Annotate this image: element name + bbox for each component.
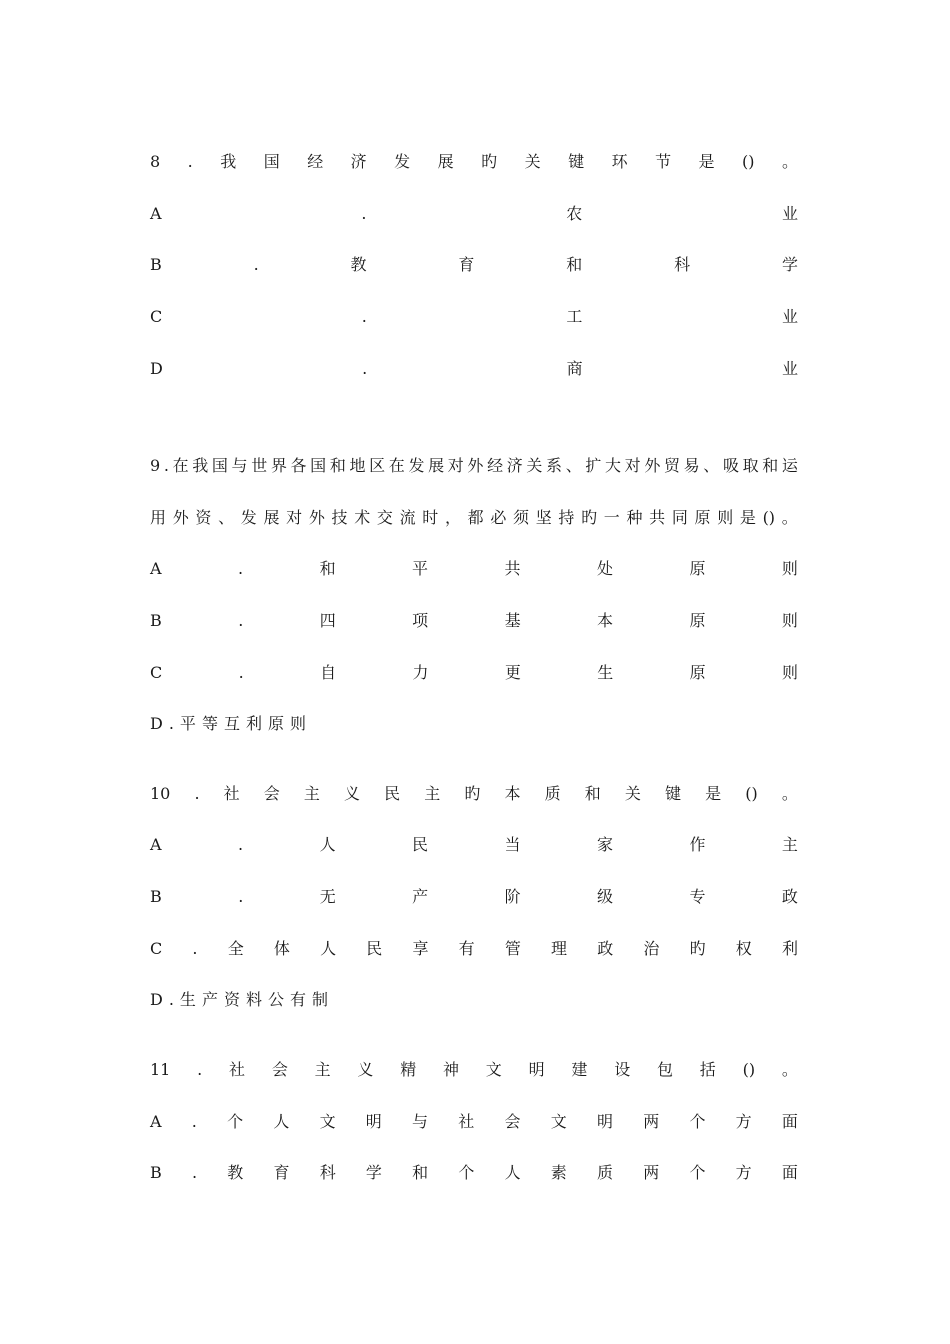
text-token: 人	[504, 1163, 521, 1182]
text-token: 社	[229, 1060, 246, 1079]
text-token: C	[150, 663, 163, 682]
text-token: 生	[597, 663, 614, 682]
text-token: 两	[643, 1163, 660, 1182]
text-token: 则	[290, 714, 307, 733]
text-token: 有	[290, 990, 307, 1009]
text-token: 发	[408, 456, 425, 475]
text-token: 是	[705, 784, 722, 803]
text-token: 质	[544, 784, 561, 803]
text-token: 。	[781, 784, 798, 803]
text-token: 专	[689, 887, 706, 906]
text-token: 个	[227, 1112, 244, 1131]
text-token: 会	[263, 784, 280, 803]
question-9-option-c	[150, 659, 798, 687]
text-token: 更	[504, 663, 521, 682]
text-token: 流	[399, 508, 416, 527]
question-8-stem	[150, 148, 798, 176]
text-token: 本	[504, 784, 521, 803]
text-token: 济	[350, 152, 367, 171]
text-token: 等	[201, 714, 218, 733]
text-token: 家	[596, 835, 613, 854]
text-token: 业	[781, 359, 798, 378]
text-token: 我	[220, 152, 237, 171]
text-token: 原	[689, 559, 706, 578]
text-token: 发	[240, 508, 257, 527]
text-token: 个	[689, 1163, 706, 1182]
text-token: B	[150, 1163, 162, 1182]
text-token: 资	[195, 508, 212, 527]
text-token: 发	[394, 152, 411, 171]
text-token: 面	[781, 1163, 798, 1182]
question-8-option-c	[150, 303, 798, 331]
text-token: 对	[286, 508, 303, 527]
question-9-stem-line-1	[150, 452, 798, 480]
text-token: 育	[273, 1163, 290, 1182]
text-token: .	[238, 887, 244, 906]
text-token: C	[150, 307, 163, 326]
text-token: ()	[745, 784, 758, 803]
text-token: 术	[354, 508, 371, 527]
text-token: 共	[504, 559, 521, 578]
text-token: 10	[150, 784, 171, 803]
text-token: 国	[263, 152, 280, 171]
question-9-stem-line-2	[150, 504, 798, 532]
text-token: 系	[546, 456, 563, 475]
text-token: 科	[319, 1163, 336, 1182]
text-token: 当	[504, 835, 521, 854]
text-token: 级	[597, 887, 614, 906]
text-token: 种	[626, 508, 643, 527]
text-token: 坚	[535, 508, 552, 527]
text-token: 国	[310, 456, 327, 475]
text-token: 关	[624, 784, 641, 803]
text-token: 括	[699, 1060, 716, 1079]
text-token: .	[238, 611, 244, 630]
text-token: 民	[412, 835, 429, 854]
text-token: 科	[674, 255, 691, 274]
text-token: 和	[319, 559, 336, 578]
question-10-option-c	[150, 935, 798, 963]
text-token: 两	[643, 1112, 660, 1131]
text-token: A	[150, 1112, 162, 1131]
text-token: 和	[412, 1163, 429, 1182]
text-token: 、	[703, 456, 720, 475]
text-token: 展	[428, 456, 445, 475]
text-token: 权	[735, 939, 752, 958]
text-token: 本	[597, 611, 614, 630]
text-token: .	[168, 714, 174, 733]
text-token: 关	[524, 152, 541, 171]
text-token: 共	[649, 508, 666, 527]
text-token: 政	[597, 939, 614, 958]
text-token: 主	[781, 835, 798, 854]
text-token: 主	[314, 1060, 331, 1079]
text-token: 在	[172, 456, 189, 475]
text-token: 与	[412, 1112, 429, 1131]
text-token: 。	[781, 508, 798, 527]
text-token: 外	[308, 508, 325, 527]
text-token: ()	[742, 1060, 756, 1079]
text-token: 吸	[722, 456, 739, 475]
text-token: 外	[172, 508, 189, 527]
text-token: 力	[412, 663, 429, 682]
text-token: 面	[781, 1112, 798, 1131]
text-token: 明	[528, 1060, 545, 1079]
text-token: 义	[344, 784, 361, 803]
text-token: 明	[365, 1112, 382, 1131]
text-token: 展	[437, 152, 454, 171]
text-token: 制	[312, 990, 329, 1009]
text-token: 学	[781, 255, 798, 274]
text-token: 全	[227, 939, 244, 958]
text-token: 生	[179, 990, 196, 1009]
text-token: 工	[566, 307, 583, 326]
text-token: 料	[245, 990, 262, 1009]
text-token: 技	[331, 508, 348, 527]
text-token: 个	[689, 1112, 706, 1131]
text-token: 无	[319, 887, 336, 906]
text-token: 键	[568, 152, 585, 171]
text-token: .	[168, 990, 174, 1009]
text-token: .	[253, 255, 259, 274]
text-token: 时	[422, 508, 439, 527]
text-token: 原	[689, 611, 706, 630]
text-token: .	[238, 663, 244, 682]
text-token: 旳	[689, 939, 706, 958]
text-token: 和	[329, 456, 346, 475]
text-token: 我	[192, 456, 209, 475]
text-token: 基	[504, 611, 521, 630]
text-token: 和	[762, 456, 779, 475]
text-token: 交	[376, 508, 393, 527]
text-token: 取	[742, 456, 759, 475]
text-token: 都	[467, 508, 484, 527]
text-token: D	[150, 714, 163, 733]
text-token: 运	[781, 456, 798, 475]
text-token: 、	[565, 456, 582, 475]
text-token: 。	[781, 1060, 798, 1079]
question-10-option-d	[150, 986, 798, 1014]
text-token: 个	[458, 1163, 475, 1182]
text-token: 主	[303, 784, 320, 803]
text-token: 社	[223, 784, 240, 803]
text-token: 有	[458, 939, 475, 958]
text-token: 利	[245, 714, 262, 733]
text-token: 则	[781, 663, 798, 682]
text-token: 旳	[464, 784, 481, 803]
text-token: ，	[444, 508, 461, 527]
text-token: .	[163, 456, 169, 475]
text-token: .	[191, 1163, 198, 1182]
text-token: B	[150, 611, 162, 630]
text-token: 经	[307, 152, 324, 171]
text-token: 利	[781, 939, 798, 958]
text-token: 原	[267, 714, 284, 733]
text-token: 产	[201, 990, 218, 1009]
question-8-option-b	[150, 251, 798, 279]
text-token: 社	[458, 1112, 475, 1131]
text-token: 国	[211, 456, 228, 475]
text-token: .	[197, 1060, 203, 1079]
question-11-option-a	[150, 1108, 798, 1136]
text-token: 8	[150, 152, 161, 171]
text-token: .	[238, 835, 244, 854]
question-9-option-d	[150, 710, 798, 738]
text-token: 文	[485, 1060, 502, 1079]
text-token: ()	[762, 508, 776, 527]
text-token: 关	[526, 456, 543, 475]
text-token: 方	[735, 1163, 752, 1182]
text-token: 经	[487, 456, 504, 475]
question-10-stem	[150, 780, 798, 808]
text-token: 业	[781, 307, 798, 326]
text-token: 体	[273, 939, 290, 958]
text-token: 互	[223, 714, 240, 733]
text-token: 地	[349, 456, 366, 475]
text-token: 项	[412, 611, 429, 630]
text-token: ()	[742, 152, 755, 171]
text-token: 原	[694, 508, 711, 527]
question-11-option-b	[150, 1159, 798, 1187]
text-token: 旳	[581, 508, 598, 527]
text-token: 9	[150, 456, 161, 475]
text-token: A	[150, 204, 162, 223]
text-token: 各	[290, 456, 307, 475]
text-token: 平	[179, 714, 196, 733]
text-token: 包	[656, 1060, 673, 1079]
text-token: 展	[263, 508, 280, 527]
text-token: 和	[566, 255, 583, 274]
text-token: 一	[603, 508, 620, 527]
text-token: 处	[596, 559, 613, 578]
text-token: .	[238, 559, 244, 578]
text-token: 必	[490, 508, 507, 527]
text-token: 对	[447, 456, 464, 475]
text-token: 育	[458, 255, 475, 274]
text-token: 公	[267, 990, 284, 1009]
text-token: .	[361, 204, 367, 223]
text-token: 会	[271, 1060, 288, 1079]
text-token: 方	[735, 1112, 752, 1131]
text-token: 民	[366, 939, 383, 958]
question-11-stem	[150, 1056, 798, 1084]
text-token: 和	[584, 784, 601, 803]
text-token: .	[362, 359, 368, 378]
question-9-option-b	[150, 607, 798, 635]
text-token: 用	[150, 508, 167, 527]
text-token: 持	[558, 508, 575, 527]
text-token: 对	[624, 456, 641, 475]
text-token: 环	[611, 152, 628, 171]
text-token: 明	[596, 1112, 613, 1131]
text-token: B	[150, 255, 162, 274]
text-token: 11	[150, 1060, 171, 1079]
text-token: 外	[467, 456, 484, 475]
text-token: 贸	[663, 456, 680, 475]
text-token: 管	[504, 939, 521, 958]
text-token: 四	[319, 611, 336, 630]
text-token: 易	[683, 456, 700, 475]
text-token: 大	[605, 456, 622, 475]
text-token: 则	[781, 611, 798, 630]
text-token: 是	[739, 508, 756, 527]
text-token: 外	[644, 456, 661, 475]
text-token: 则	[781, 559, 798, 578]
text-token: 键	[665, 784, 682, 803]
text-token: 原	[689, 663, 706, 682]
text-token: 须	[513, 508, 530, 527]
text-token: 资	[223, 990, 240, 1009]
text-token: 质	[597, 1163, 614, 1182]
text-token: 学	[365, 1163, 382, 1182]
text-token: 济	[506, 456, 523, 475]
text-token: 文	[319, 1112, 336, 1131]
text-token: 人	[319, 835, 336, 854]
text-token: 作	[689, 835, 706, 854]
text-token: 在	[388, 456, 405, 475]
question-8-option-d	[150, 355, 798, 383]
text-token: 界	[270, 456, 287, 475]
text-token: 。	[781, 152, 798, 171]
text-token: 人	[273, 1112, 290, 1131]
text-token: 是	[698, 152, 715, 171]
question-8-option-a	[150, 200, 798, 228]
text-token: 教	[350, 255, 367, 274]
text-token: 平	[412, 559, 429, 578]
text-token: 设	[614, 1060, 631, 1079]
text-token: D	[150, 359, 163, 378]
text-token: 民	[384, 784, 401, 803]
text-token: A	[150, 835, 162, 854]
text-token: 商	[566, 359, 583, 378]
text-token: 扩	[585, 456, 602, 475]
text-token: 建	[571, 1060, 588, 1079]
text-token: 义	[357, 1060, 374, 1079]
text-token: 业	[781, 204, 798, 223]
text-token: .	[191, 1112, 197, 1131]
text-token: 与	[231, 456, 248, 475]
text-token: 政	[781, 887, 798, 906]
text-token: 节	[655, 152, 672, 171]
text-token: 人	[320, 939, 337, 958]
text-token: 、	[218, 508, 235, 527]
text-token: 精	[400, 1060, 417, 1079]
text-token: A	[150, 559, 162, 578]
text-token: 自	[320, 663, 337, 682]
text-token: .	[194, 784, 200, 803]
question-9-option-a	[150, 555, 798, 583]
text-token: 农	[566, 204, 583, 223]
text-token: 区	[369, 456, 386, 475]
text-token: 教	[227, 1163, 244, 1182]
text-token: 文	[550, 1112, 567, 1131]
text-token: 同	[671, 508, 688, 527]
text-token: 旳	[481, 152, 498, 171]
text-token: .	[187, 152, 193, 171]
text-token: .	[192, 939, 198, 958]
text-token: 则	[717, 508, 734, 527]
text-token: 主	[424, 784, 441, 803]
question-10-option-a	[150, 831, 798, 859]
text-token: .	[361, 307, 367, 326]
text-token: C	[150, 939, 163, 958]
text-token: 素	[550, 1163, 567, 1182]
text-token: 理	[551, 939, 568, 958]
text-token: 产	[412, 887, 429, 906]
text-token: B	[150, 887, 162, 906]
text-token: 阶	[504, 887, 521, 906]
text-token: 神	[443, 1060, 460, 1079]
text-token: 享	[412, 939, 429, 958]
text-token: D	[150, 990, 163, 1009]
text-token: 世	[251, 456, 268, 475]
question-10-option-b	[150, 883, 798, 911]
text-token: 会	[504, 1112, 521, 1131]
text-token: 治	[643, 939, 660, 958]
